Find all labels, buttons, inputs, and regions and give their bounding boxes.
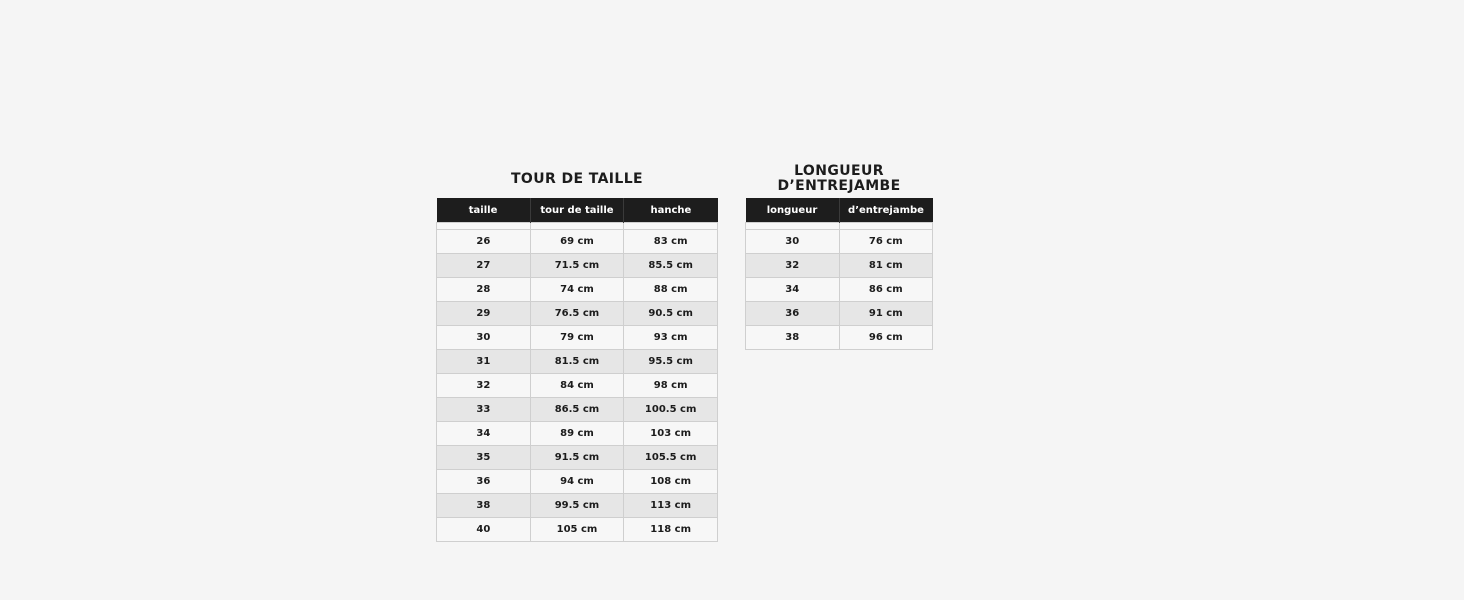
hip-cell: 108 cm [624,470,718,494]
spacer-cell [624,223,718,230]
inseam-length-table [745,198,933,350]
table-row [437,278,718,302]
waist-cell: 94 cm [530,470,624,494]
waist-cell: 81.5 cm [530,350,624,374]
hip-cell: 100.5 cm [624,398,718,422]
table-row [437,230,718,254]
waist-cell: 74 cm [530,278,624,302]
table-row [437,446,718,470]
inseam-cell: 86 cm [839,278,933,302]
inseam-cell: 96 cm [839,326,933,350]
waist-cell: 89 cm [530,422,624,446]
inseam-table-title: LONGUEUR D’ENTREJAMBE [777,163,901,194]
waist-cell: 86.5 cm [530,398,624,422]
size-cell: 34 [437,422,531,446]
waist-cell: 91.5 cm [530,446,624,470]
waist-table-body [437,223,718,542]
size-cell: 26 [437,230,531,254]
size-cell: 33 [437,398,531,422]
waist-size-section [436,160,718,542]
size-cell: 29 [437,302,531,326]
size-cell: 38 [437,494,531,518]
table-spacer-row [437,223,718,230]
spacer-cell [746,223,840,230]
hip-cell: 118 cm [624,518,718,542]
hip-cell: 85.5 cm [624,254,718,278]
waist-cell: 79 cm [530,326,624,350]
size-cell: 35 [437,446,531,470]
spacer-cell [839,223,933,230]
size-cell: 36 [437,470,531,494]
hip-cell: 98 cm [624,374,718,398]
table-row [437,254,718,278]
table-row [437,470,718,494]
table-row [437,398,718,422]
hip-cell: 105.5 cm [624,446,718,470]
table-row [437,518,718,542]
waist-table-header-row [437,198,718,223]
table-row [437,374,718,398]
hip-cell: 93 cm [624,326,718,350]
waist-cell: 71.5 cm [530,254,624,278]
column-header-waist: tour de taille [530,198,624,223]
table-row [437,326,718,350]
length-cell: 34 [746,278,840,302]
inseam-cell: 81 cm [839,254,933,278]
size-cell: 30 [437,326,531,350]
table-row [746,254,933,278]
table-row [437,422,718,446]
column-header-length: longueur [746,198,840,223]
table-row [437,302,718,326]
hip-cell: 103 cm [624,422,718,446]
length-cell: 32 [746,254,840,278]
waist-cell: 76.5 cm [530,302,624,326]
inseam-length-section [745,160,933,350]
hip-cell: 88 cm [624,278,718,302]
size-cell: 31 [437,350,531,374]
size-cell: 28 [437,278,531,302]
column-header-hip: hanche [624,198,718,223]
waist-cell: 84 cm [530,374,624,398]
spacer-cell [437,223,531,230]
length-cell: 30 [746,230,840,254]
table-row [437,350,718,374]
spacer-cell [530,223,624,230]
table-spacer-row [746,223,933,230]
table-row [746,278,933,302]
table-row [746,326,933,350]
waist-size-table [436,198,718,542]
hip-cell: 90.5 cm [624,302,718,326]
waist-cell: 99.5 cm [530,494,624,518]
inseam-table-body [746,223,933,350]
table-row [437,494,718,518]
table-row [746,230,933,254]
column-header-size: taille [437,198,531,223]
waist-table-title: TOUR DE TAILLE [510,170,644,187]
inseam-cell: 76 cm [839,230,933,254]
inseam-table-header-row [746,198,933,223]
size-cell: 27 [437,254,531,278]
length-cell: 38 [746,326,840,350]
hip-cell: 113 cm [624,494,718,518]
waist-cell: 69 cm [530,230,624,254]
length-cell: 36 [746,302,840,326]
table-row [746,302,933,326]
hip-cell: 95.5 cm [624,350,718,374]
waist-cell: 105 cm [530,518,624,542]
size-cell: 32 [437,374,531,398]
size-cell: 40 [437,518,531,542]
hip-cell: 83 cm [624,230,718,254]
inseam-cell: 91 cm [839,302,933,326]
column-header-inseam: d’entrejambe [839,198,933,223]
